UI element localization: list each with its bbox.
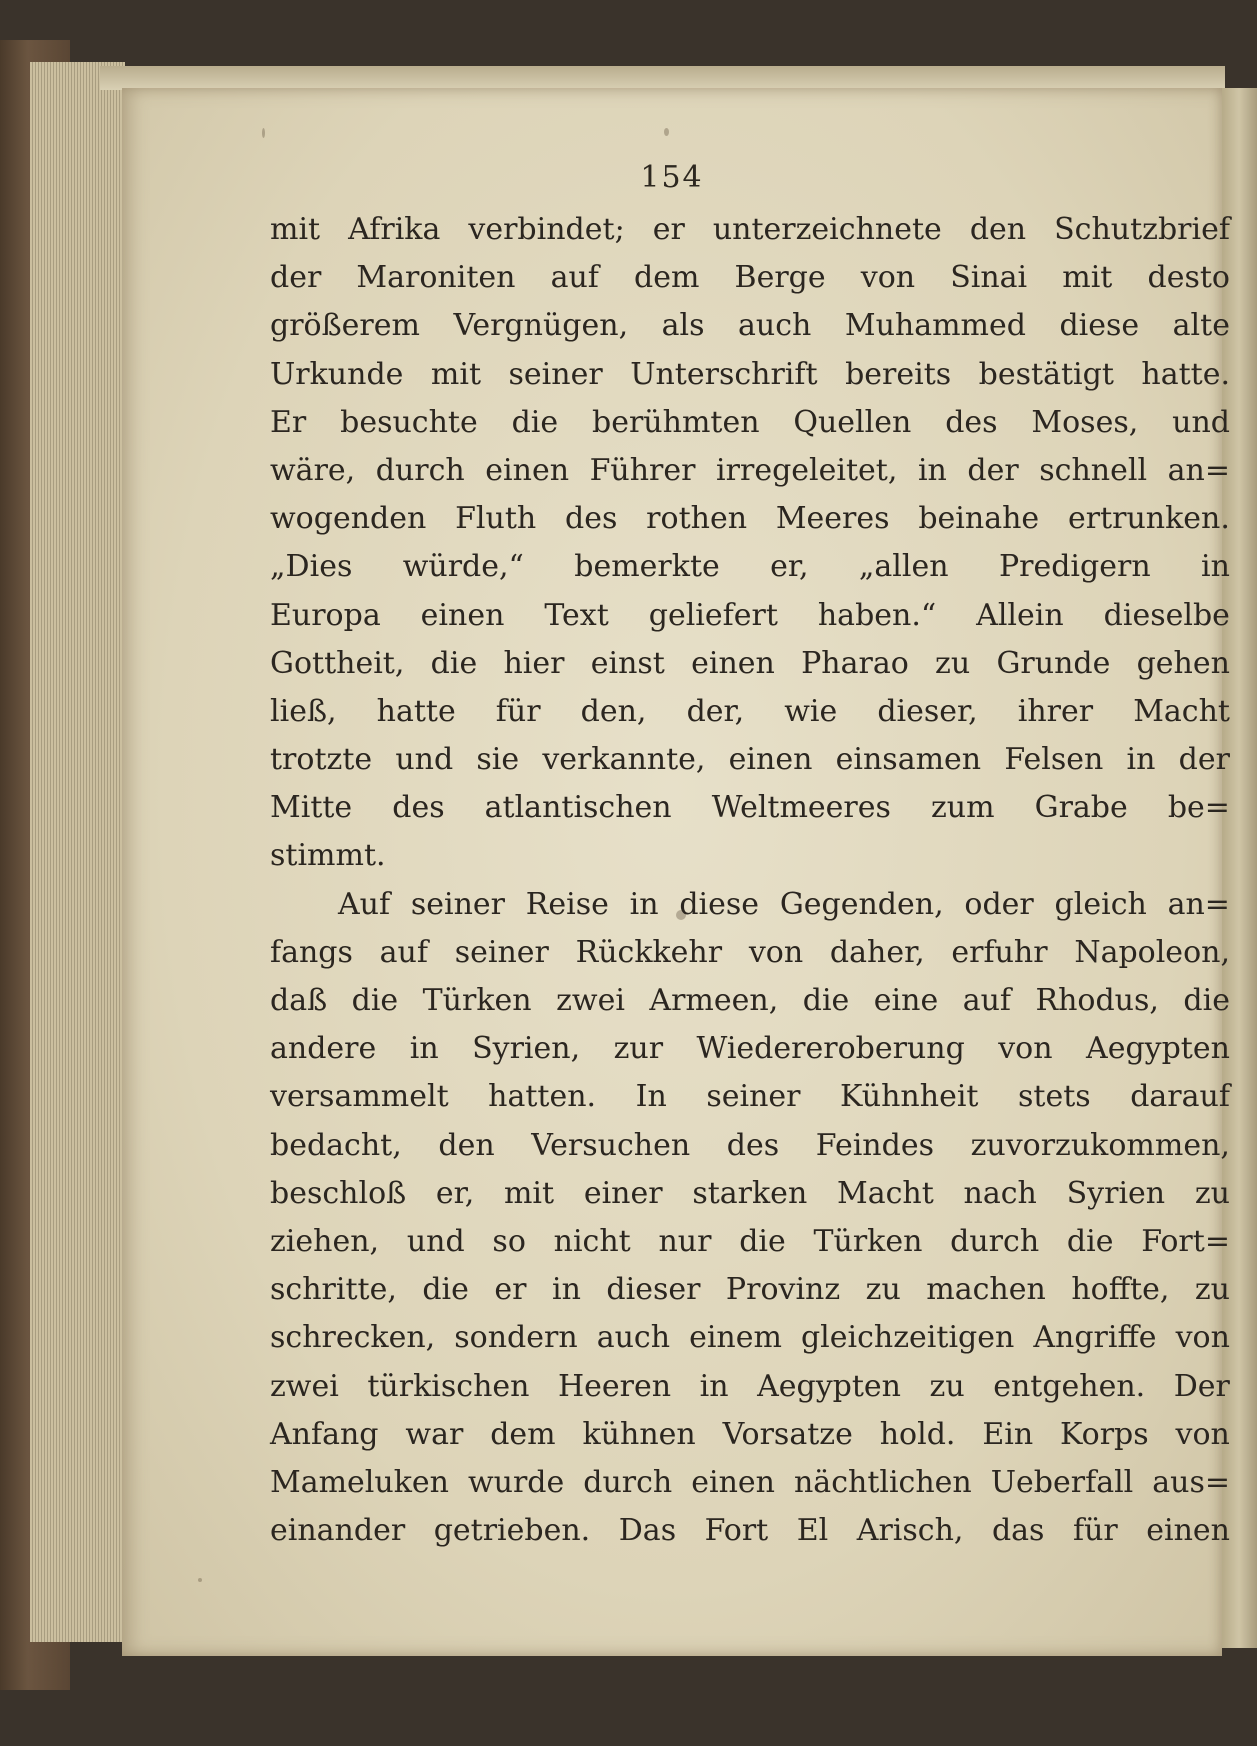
word: Provinz: [725, 1272, 841, 1308]
word: dieser,: [877, 693, 978, 729]
word: in: [629, 886, 659, 922]
word: Unterschrift: [630, 356, 818, 392]
word: einst: [590, 645, 665, 681]
text-line: [270, 881, 1230, 929]
word: diese: [679, 886, 760, 922]
word: Feindes: [815, 1127, 934, 1163]
text-line: [270, 399, 1230, 447]
word: In: [635, 1079, 667, 1115]
word: auf: [962, 983, 1012, 1018]
word: versammelt: [270, 1079, 449, 1115]
word: verbindet;: [468, 212, 625, 247]
text-line: [270, 1459, 1230, 1507]
word: in: [1126, 742, 1156, 778]
word: so: [492, 1223, 526, 1259]
word: er: [494, 1272, 527, 1308]
body-text: [270, 206, 1230, 1555]
word: berühmten: [592, 404, 760, 440]
word: zu: [1194, 1175, 1230, 1211]
word: seiner: [706, 1079, 801, 1115]
word: Türken: [422, 983, 532, 1018]
word: er,: [770, 549, 809, 585]
word: mit: [430, 356, 482, 392]
word: nur: [658, 1223, 712, 1259]
word: Gegenden,: [779, 886, 944, 922]
text-line: [270, 929, 1230, 977]
word: Berge: [734, 260, 826, 296]
text-line: [270, 1025, 1230, 1073]
word: desto: [1147, 260, 1230, 296]
word: Ein: [982, 1416, 1034, 1452]
word: beschloß: [270, 1175, 407, 1211]
word: bereits: [845, 356, 952, 392]
word: eine: [873, 983, 939, 1018]
word: starken: [692, 1175, 808, 1211]
text-line: [270, 1170, 1230, 1218]
word: der: [967, 452, 1019, 488]
paper-speck: [262, 128, 265, 138]
word: zu: [865, 1272, 901, 1308]
word: Ueberfall: [990, 1464, 1134, 1500]
word: des: [565, 501, 618, 537]
word: sondern: [454, 1320, 578, 1356]
word: Afrika: [348, 212, 441, 247]
word: bemerkte: [574, 549, 720, 585]
page-edges: [30, 62, 125, 1642]
word: für: [1072, 1513, 1118, 1549]
word: diese: [1059, 308, 1140, 344]
word: mit: [270, 212, 321, 247]
word: Text: [544, 597, 609, 633]
word: unterzeichnete: [712, 212, 942, 247]
word: einen: [485, 452, 570, 488]
word: und: [406, 1223, 465, 1259]
word: die: [739, 1223, 786, 1259]
word: hatte: [376, 693, 456, 729]
word: Sinai: [950, 260, 1028, 296]
word: Urkunde: [270, 356, 404, 392]
text-line: [270, 1411, 1230, 1459]
word: ziehen,: [270, 1223, 380, 1259]
text-line: [270, 1122, 1230, 1170]
word: Predigern: [998, 549, 1151, 585]
word: zwei: [270, 1368, 339, 1404]
word: schnell: [1039, 452, 1148, 488]
word: zuvorzukommen,: [970, 1127, 1230, 1163]
word: für: [495, 693, 541, 729]
word: einen: [420, 597, 505, 633]
word: zwei: [556, 983, 625, 1018]
word: größerem: [270, 308, 420, 344]
word: die: [511, 404, 559, 440]
text-line: [270, 832, 1230, 880]
word: be=: [1167, 790, 1230, 826]
paragraph: [270, 206, 1230, 881]
word: Gottheit,: [270, 645, 405, 681]
word: erfuhr: [951, 934, 1048, 970]
word: einen: [728, 742, 813, 778]
word: das: [991, 1513, 1045, 1549]
word: aus=: [1152, 1464, 1230, 1500]
word: ertrunken.: [1067, 501, 1230, 537]
word: Das: [618, 1513, 677, 1549]
word: auch: [596, 1320, 671, 1356]
word: in: [699, 1368, 729, 1404]
word: entgehen.: [993, 1368, 1146, 1404]
word: einen: [1146, 1513, 1230, 1549]
text-line: [270, 1218, 1230, 1266]
word: von: [998, 1031, 1053, 1067]
text-line: [270, 1073, 1230, 1121]
word: schritte,: [270, 1272, 397, 1308]
text-line: [270, 206, 1230, 254]
word: Aegypten: [757, 1368, 901, 1404]
word: dem: [634, 260, 700, 296]
word: ihrer: [1017, 693, 1094, 729]
word: mit: [1062, 260, 1113, 296]
word: hatte.: [1141, 356, 1230, 392]
text-line: [270, 1363, 1230, 1411]
word: gleich: [1054, 886, 1147, 922]
word: gehen: [1136, 645, 1230, 681]
word: dieser: [606, 1272, 701, 1308]
word: Fort=: [1141, 1223, 1230, 1259]
word: der: [1178, 742, 1230, 778]
word: einen: [691, 645, 775, 681]
word: auf: [550, 260, 599, 296]
word: Korps: [1060, 1416, 1149, 1452]
word: darauf: [1130, 1079, 1230, 1115]
text-line: [270, 302, 1230, 350]
word: Pharao: [801, 645, 909, 681]
word: dem: [490, 1416, 556, 1452]
word: Arisch,: [856, 1513, 964, 1549]
word: und: [395, 742, 454, 778]
word: an=: [1167, 886, 1230, 922]
word: des: [726, 1127, 780, 1163]
word: wogenden: [270, 501, 427, 537]
word: wäre,: [270, 452, 356, 488]
word: Kühnheit: [840, 1079, 979, 1115]
word: und: [1172, 404, 1230, 440]
word: wie: [784, 693, 838, 729]
word: die: [430, 645, 478, 681]
word: des: [392, 790, 445, 826]
word: Quellen: [793, 404, 912, 440]
text-line: [270, 351, 1230, 399]
word: durch: [950, 1223, 1040, 1259]
text-line: [270, 592, 1230, 640]
text-line: [270, 688, 1230, 736]
word: die: [1066, 1223, 1114, 1259]
word: Armeen,: [649, 983, 779, 1018]
word: hier: [503, 645, 565, 681]
word: stimmt.: [270, 838, 386, 874]
word: daher,: [829, 934, 925, 970]
word: einsamen: [835, 742, 982, 778]
word: rothen: [646, 501, 748, 537]
text-line: [270, 1266, 1230, 1314]
word: haben.“: [817, 597, 937, 633]
word: mit: [503, 1175, 555, 1211]
word: nach: [963, 1175, 1037, 1211]
word: Führer: [589, 452, 696, 488]
word: machen: [926, 1272, 1046, 1308]
word: einen: [691, 1464, 775, 1500]
word: die: [802, 983, 850, 1018]
word: Syrien,: [472, 1031, 581, 1067]
word: stets: [1018, 1079, 1091, 1115]
word: Moses,: [1031, 404, 1139, 440]
word: gleichzeitigen: [800, 1320, 1015, 1356]
word: nächtlichen: [793, 1464, 972, 1500]
word: Macht: [837, 1175, 934, 1211]
word: den,: [580, 693, 647, 729]
word: wurde: [467, 1464, 565, 1500]
word: des: [945, 404, 998, 440]
word: verkannte,: [542, 742, 706, 778]
word: Mameluken: [270, 1464, 449, 1500]
word: in: [551, 1272, 581, 1308]
word: zum: [930, 790, 995, 826]
word: seiner: [454, 934, 549, 970]
word: Meeres: [775, 501, 890, 537]
word: Türken: [813, 1223, 923, 1259]
word: zur: [613, 1031, 664, 1067]
word: Er: [270, 404, 307, 440]
word: von: [1175, 1320, 1230, 1356]
word: Europa: [270, 597, 381, 633]
word: besuchte: [340, 404, 478, 440]
text-line: [270, 977, 1230, 1025]
word: andere: [270, 1031, 377, 1067]
word: Fort: [704, 1513, 769, 1549]
word: sie: [476, 742, 520, 778]
word: geliefert: [648, 597, 778, 633]
word: „allen: [858, 549, 949, 585]
word: Aegypten: [1086, 1031, 1230, 1067]
word: hoffte,: [1071, 1272, 1170, 1308]
page-stack-top: [100, 66, 1225, 90]
word: irregeleitet,: [716, 452, 898, 488]
word: von: [748, 934, 804, 970]
word: atlantischen: [484, 790, 672, 826]
word: Maroniten: [356, 260, 516, 296]
word: einem: [689, 1320, 782, 1356]
word: Felsen: [1004, 742, 1104, 778]
word: Anfang: [270, 1416, 379, 1452]
word: Vorsatze: [722, 1416, 853, 1452]
word: den: [438, 1127, 495, 1163]
word: an=: [1167, 452, 1230, 488]
word: von: [860, 260, 916, 296]
word: El: [796, 1513, 829, 1549]
word: von: [1175, 1416, 1230, 1452]
word: die: [351, 983, 399, 1018]
word: kühnen: [582, 1416, 696, 1452]
text-line: [270, 736, 1230, 784]
book-page: [122, 88, 1230, 1656]
word: Rückkehr: [575, 934, 723, 970]
word: zu: [929, 1368, 965, 1404]
word: er: [652, 212, 685, 247]
word: einander: [270, 1513, 406, 1549]
word: die: [422, 1272, 469, 1308]
word: Grunde: [996, 645, 1111, 681]
text-line: [270, 784, 1230, 832]
word: zu: [1194, 1272, 1230, 1308]
word: „Dies: [270, 549, 353, 585]
word: Fluth: [455, 501, 537, 537]
word: Mitte: [270, 790, 353, 826]
word: durch: [375, 452, 465, 488]
word: der,: [686, 693, 745, 729]
word: in: [1201, 549, 1230, 585]
word: nicht: [553, 1223, 631, 1259]
word: oder: [964, 886, 1034, 922]
word: daß: [270, 983, 328, 1018]
word: Allein: [976, 597, 1064, 633]
word: alte: [1172, 308, 1230, 344]
word: war: [405, 1416, 464, 1452]
word: durch: [583, 1464, 673, 1500]
word: Vergnügen,: [453, 308, 629, 344]
word: Heeren: [558, 1368, 672, 1404]
text-line: [270, 254, 1230, 302]
paragraph: [270, 881, 1230, 1556]
word: seiner: [410, 886, 506, 922]
text-line: [270, 1507, 1230, 1555]
paper-speck: [664, 128, 669, 136]
word: Der: [1173, 1368, 1230, 1404]
word: Reise: [525, 886, 609, 922]
word: trotzte: [270, 742, 373, 778]
text-line: [270, 495, 1230, 543]
text-line: [270, 640, 1230, 688]
word: ließ,: [270, 693, 337, 729]
word: getrieben.: [433, 1513, 591, 1549]
word: zu: [935, 645, 971, 681]
paper-speck: [198, 1578, 202, 1582]
word: Rhodus,: [1035, 983, 1159, 1018]
word: Syrien: [1066, 1175, 1166, 1211]
word: würde,“: [402, 549, 524, 585]
word: einer: [583, 1175, 663, 1211]
word: Wiedereroberung: [696, 1031, 965, 1067]
word: Versuchen: [531, 1127, 691, 1163]
word: der: [270, 260, 322, 296]
text-line: [270, 543, 1230, 591]
word: die: [1183, 983, 1230, 1018]
word: Angriffe: [1033, 1320, 1157, 1356]
word: bedacht,: [270, 1127, 402, 1163]
word: schrecken,: [270, 1320, 436, 1356]
word: als: [661, 308, 705, 344]
word: dieselbe: [1103, 597, 1230, 633]
word: türkischen: [367, 1368, 530, 1404]
word: in: [409, 1031, 439, 1067]
word: Schutzbrief: [1054, 212, 1230, 247]
word: auf: [379, 934, 428, 970]
text-line: [270, 447, 1230, 495]
word: den: [969, 212, 1027, 247]
word: Napoleon,: [1074, 934, 1230, 970]
word: er,: [435, 1175, 475, 1211]
word: auch: [738, 308, 812, 344]
word: Grabe: [1034, 790, 1128, 826]
word: Macht: [1133, 693, 1230, 729]
word: Auf: [338, 886, 391, 922]
word: Weltmeeres: [711, 790, 891, 826]
word: seiner: [508, 356, 603, 392]
word: bestätigt: [978, 356, 1114, 392]
word: Muhammed: [844, 308, 1026, 344]
text-line: [270, 1314, 1230, 1362]
word: in: [917, 452, 947, 488]
word: beinahe: [918, 501, 1040, 537]
word: hatten.: [488, 1079, 597, 1115]
word: fangs: [270, 934, 353, 970]
word: hold.: [879, 1416, 956, 1452]
page-number: 154: [640, 160, 704, 195]
